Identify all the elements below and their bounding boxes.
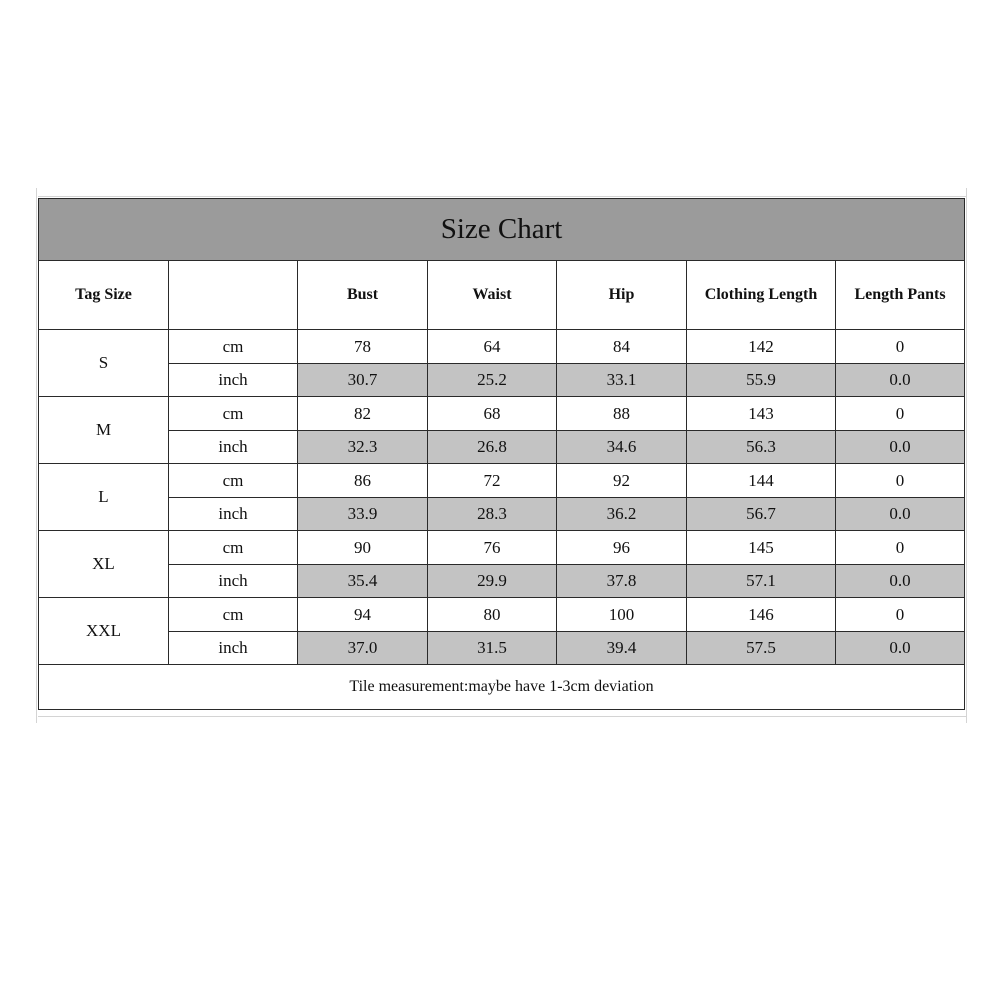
unit-label: cm bbox=[169, 397, 298, 431]
waist-value: 68 bbox=[428, 397, 557, 431]
waist-value: 25.2 bbox=[428, 364, 557, 397]
unit-label: inch bbox=[169, 431, 298, 464]
tag-size-cell: XL bbox=[39, 531, 169, 598]
header-bust: Bust bbox=[298, 261, 428, 330]
title-row bbox=[39, 199, 965, 261]
size-m-inch-row bbox=[39, 431, 965, 464]
measurement-note: Tile measurement:maybe have 1-3cm deviation bbox=[39, 665, 965, 710]
unit-label: inch bbox=[169, 565, 298, 598]
size-chart-table bbox=[38, 198, 965, 710]
hip-value: 92 bbox=[557, 464, 687, 498]
clothing-length-value: 143 bbox=[687, 397, 836, 431]
clothing-length-value: 57.5 bbox=[687, 632, 836, 665]
chart-title: Size Chart bbox=[39, 199, 965, 261]
length-pants-value: 0 bbox=[836, 598, 965, 632]
waist-value: 31.5 bbox=[428, 632, 557, 665]
clothing-length-value: 56.3 bbox=[687, 431, 836, 464]
header-hip: Hip bbox=[557, 261, 687, 330]
size-l-inch-row bbox=[39, 498, 965, 531]
clothing-length-value: 57.1 bbox=[687, 565, 836, 598]
clothing-length-value: 146 bbox=[687, 598, 836, 632]
header-length-pants: Length Pants bbox=[836, 261, 965, 330]
header-clothing-length: Clothing Length bbox=[687, 261, 836, 330]
length-pants-value: 0.0 bbox=[836, 565, 965, 598]
size-s-inch-row bbox=[39, 364, 965, 397]
bust-value: 32.3 bbox=[298, 431, 428, 464]
gridline-right bbox=[966, 188, 967, 723]
clothing-length-value: 142 bbox=[687, 330, 836, 364]
hip-value: 84 bbox=[557, 330, 687, 364]
unit-label: cm bbox=[169, 531, 298, 565]
length-pants-value: 0 bbox=[836, 397, 965, 431]
bust-value: 90 bbox=[298, 531, 428, 565]
waist-value: 80 bbox=[428, 598, 557, 632]
bust-value: 86 bbox=[298, 464, 428, 498]
waist-value: 64 bbox=[428, 330, 557, 364]
gridline-bottom bbox=[38, 716, 966, 717]
length-pants-value: 0.0 bbox=[836, 498, 965, 531]
gridline-top bbox=[38, 196, 966, 197]
header-row bbox=[39, 261, 965, 330]
hip-value: 37.8 bbox=[557, 565, 687, 598]
length-pants-value: 0.0 bbox=[836, 364, 965, 397]
tag-size-cell: S bbox=[39, 330, 169, 397]
clothing-length-value: 144 bbox=[687, 464, 836, 498]
gridline-left bbox=[36, 188, 37, 723]
size-xxl-inch-row bbox=[39, 632, 965, 665]
length-pants-value: 0 bbox=[836, 330, 965, 364]
unit-label: cm bbox=[169, 330, 298, 364]
bust-value: 37.0 bbox=[298, 632, 428, 665]
hip-value: 39.4 bbox=[557, 632, 687, 665]
header-unit bbox=[169, 261, 298, 330]
size-xxl-cm-row bbox=[39, 598, 965, 632]
header-waist: Waist bbox=[428, 261, 557, 330]
tag-size-cell: XXL bbox=[39, 598, 169, 665]
tag-size-cell: M bbox=[39, 397, 169, 464]
hip-value: 88 bbox=[557, 397, 687, 431]
header-tag-size: Tag Size bbox=[39, 261, 169, 330]
unit-label: inch bbox=[169, 498, 298, 531]
clothing-length-value: 145 bbox=[687, 531, 836, 565]
waist-value: 76 bbox=[428, 531, 557, 565]
size-xl-inch-row bbox=[39, 565, 965, 598]
bust-value: 33.9 bbox=[298, 498, 428, 531]
unit-label: cm bbox=[169, 464, 298, 498]
size-m-cm-row bbox=[39, 397, 965, 431]
clothing-length-value: 55.9 bbox=[687, 364, 836, 397]
hip-value: 36.2 bbox=[557, 498, 687, 531]
unit-label: inch bbox=[169, 632, 298, 665]
waist-value: 26.8 bbox=[428, 431, 557, 464]
tag-size-cell: L bbox=[39, 464, 169, 531]
length-pants-value: 0.0 bbox=[836, 431, 965, 464]
waist-value: 28.3 bbox=[428, 498, 557, 531]
length-pants-value: 0.0 bbox=[836, 632, 965, 665]
bust-value: 78 bbox=[298, 330, 428, 364]
length-pants-value: 0 bbox=[836, 531, 965, 565]
bust-value: 35.4 bbox=[298, 565, 428, 598]
unit-label: inch bbox=[169, 364, 298, 397]
bust-value: 30.7 bbox=[298, 364, 428, 397]
clothing-length-value: 56.7 bbox=[687, 498, 836, 531]
size-xl-cm-row bbox=[39, 531, 965, 565]
bust-value: 82 bbox=[298, 397, 428, 431]
hip-value: 96 bbox=[557, 531, 687, 565]
length-pants-value: 0 bbox=[836, 464, 965, 498]
size-s-cm-row bbox=[39, 330, 965, 364]
hip-value: 33.1 bbox=[557, 364, 687, 397]
hip-value: 100 bbox=[557, 598, 687, 632]
waist-value: 72 bbox=[428, 464, 557, 498]
waist-value: 29.9 bbox=[428, 565, 557, 598]
hip-value: 34.6 bbox=[557, 431, 687, 464]
bust-value: 94 bbox=[298, 598, 428, 632]
unit-label: cm bbox=[169, 598, 298, 632]
size-l-cm-row bbox=[39, 464, 965, 498]
note-row bbox=[39, 665, 965, 710]
